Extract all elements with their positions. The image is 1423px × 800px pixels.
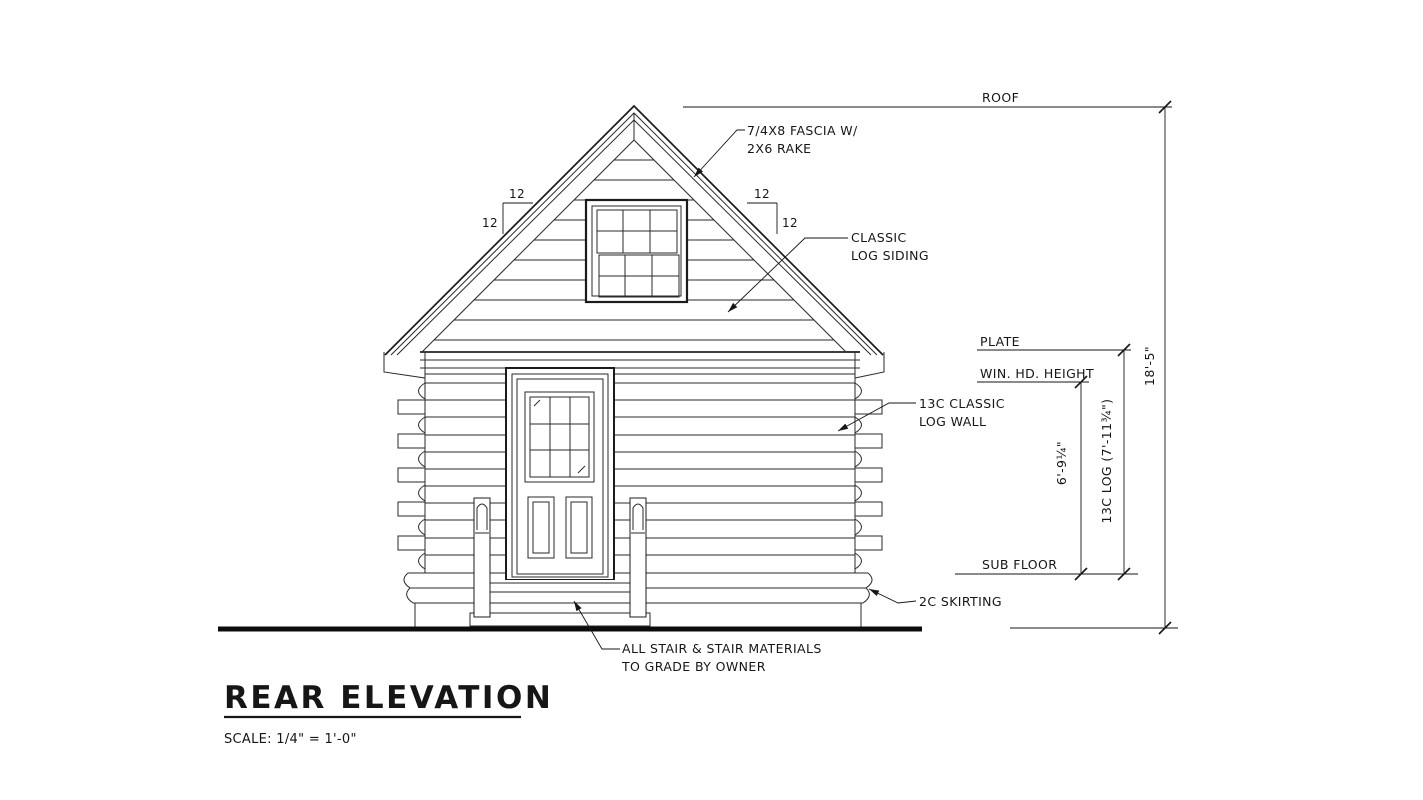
stair-note-line1: ALL STAIR & STAIR MATERIALS	[622, 641, 822, 656]
fascia-note-line2: 2X6 RAKE	[747, 141, 812, 156]
stair-note-line2: TO GRADE BY OWNER	[622, 659, 766, 674]
log-height-dimension	[1099, 350, 1124, 574]
total-height-dimension	[1142, 101, 1171, 634]
plate-dimension	[977, 334, 1131, 356]
log-wall-note-line1: 13C CLASSIC	[919, 396, 1005, 411]
skirting-note	[869, 589, 1002, 609]
fascia-return-left	[384, 352, 425, 378]
stair-post-left	[474, 498, 490, 617]
total-height-value: 18'-5"	[1142, 346, 1157, 386]
log-height-value: 13C LOG (7'-11¾")	[1099, 398, 1114, 524]
skirting-note-label: 2C SKIRTING	[919, 594, 1003, 609]
log-ends-right	[855, 383, 882, 569]
siding-note-line2: LOG SIDING	[851, 248, 929, 263]
stair-post-right	[630, 498, 646, 617]
grade-line	[218, 627, 922, 632]
plate-label: PLATE	[980, 334, 1020, 349]
slope-rise-label: 12	[781, 216, 799, 230]
window-head-value: 6'-9¼"	[1054, 440, 1069, 486]
slope-run-label: 12	[753, 187, 771, 201]
roof-slope-left	[482, 187, 533, 234]
drawing-scale: SCALE: 1/4" = 1'-0"	[224, 732, 357, 747]
entry-door	[506, 368, 614, 580]
fascia-return-right	[855, 352, 884, 378]
win-hd-label: WIN. HD. HEIGHT	[980, 366, 1095, 381]
log-wall-note-line2: LOG WALL	[919, 414, 987, 429]
sub-floor-dimension	[955, 557, 1138, 580]
gable-window	[586, 200, 687, 302]
roof-dimension	[683, 90, 1172, 107]
drawing-title: REAR ELEVATION	[224, 680, 554, 716]
title-block	[224, 680, 553, 747]
siding-note-line1: CLASSIC	[851, 230, 907, 245]
sub-floor-label: SUB FLOOR	[982, 557, 1058, 572]
fascia-note	[694, 123, 858, 177]
fascia-note-line1: 7/4X8 FASCIA W/	[747, 123, 858, 138]
roof-label: ROOF	[982, 90, 1020, 105]
slope-rise-label: 12	[481, 216, 499, 230]
slope-run-label: 12	[508, 187, 526, 201]
log-ends-left	[398, 383, 425, 569]
